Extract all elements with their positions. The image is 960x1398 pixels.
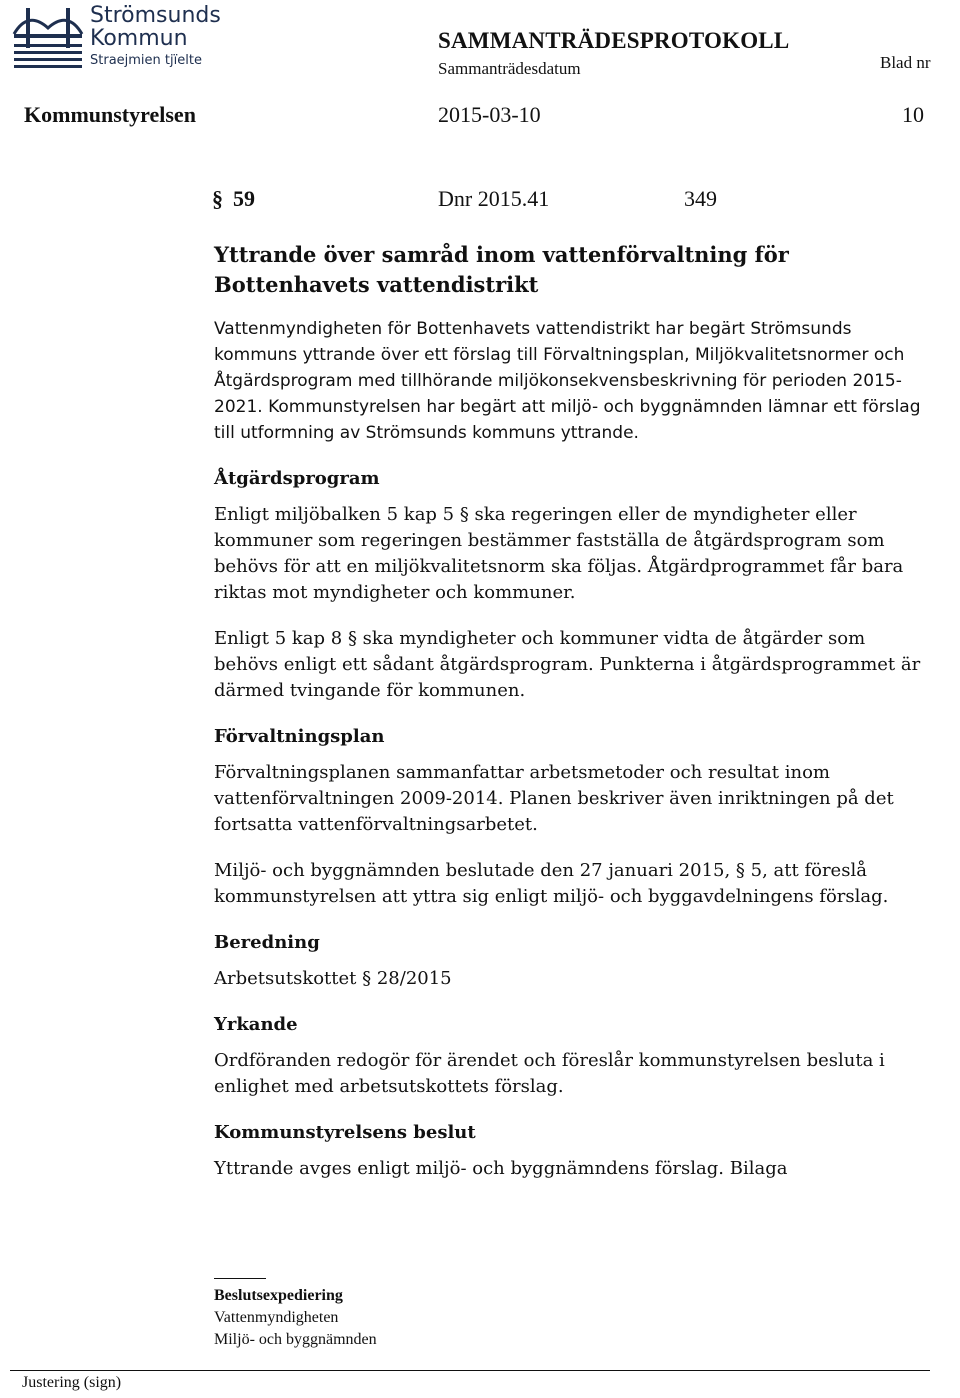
yrkande-paragraph: Ordföranden redogör för ärendet och föreslår kommunstyrelsen besluta i enlighet med arbetsutskottets förslag. (214, 1050, 885, 1097)
heading-atgardsprogram: Åtgärdsprogram (214, 468, 380, 489)
heading-beslut: Kommunstyrelsens beslut (214, 1122, 476, 1143)
distribution-recipient: Vattenmyndigheten (214, 1309, 339, 1326)
meeting-date-label: Sammanträdesdatum (438, 59, 581, 78)
forv-paragraph-1: Förvaltningsplanen sammanfattar arbetsmetoder och resultat inom vattenförvaltningen 2009-2014. Planen beskriver även inriktningen på det fortsatta vattenförvaltningsarbetet. (214, 762, 894, 835)
page-label: Blad nr (880, 53, 931, 72)
heading-forvaltningsplan: Förvaltningsplan (214, 726, 385, 747)
municipality-logo (12, 4, 232, 74)
registration-number: Dnr 2015.41 (438, 186, 550, 211)
minutes-body (214, 240, 926, 1202)
bridge-emblem-icon (12, 4, 84, 70)
logo-line-3: Straejmien tjïelte (90, 53, 202, 68)
section-number: 59 (233, 186, 255, 211)
atgard-paragraph-1: Enligt miljöbalken 5 kap 5 § ska regeringen eller de myndigheter eller kommuner som regeringen bestämmer fastställa de åtgärdsprogram som behövs för att en miljökvalitetsnorm ska följas. Åtgärdprogrammet får bara riktas mot myndigheter och kommuner. (214, 504, 904, 603)
document-title: SAMMANTRÄDESPROTOKOLL (438, 28, 790, 53)
meeting-date: 2015-03-10 (438, 102, 541, 127)
intro-paragraph: Vattenmyndigheten för Bottenhavets vattendistrikt har begärt Strömsunds kommuns yttrande över ett förslag till Förvaltningsplan, Miljökvalitetsnormer och Åtgärdsprogram med tillhörande miljökonsekvensbeskrivning för perioden 2015-2021. Kommunstyrelsen har begärt att miljö- och byggnämnden lämnar ett förslag till utformning av Strömsunds kommuns yttrande. (214, 319, 921, 443)
distribution-list (214, 1278, 377, 1351)
distribution-title: Beslutsexpediering (214, 1287, 343, 1304)
logo-wordmark (90, 4, 240, 70)
logo-line-2: Kommun (90, 26, 188, 51)
organization-name: Kommunstyrelsen (24, 102, 196, 127)
distribution-recipient: Miljö- och byggnämnden (214, 1331, 377, 1348)
logo-line-1: Strömsunds (90, 3, 221, 28)
footer-divider (10, 1370, 930, 1371)
distribution-divider (214, 1278, 266, 1279)
beredning-paragraph: Arbetsutskottet § 28/2015 (214, 968, 452, 989)
page-number: 10 (902, 102, 924, 127)
case-heading (212, 186, 717, 212)
atgard-paragraph-2: Enligt 5 kap 8 § ska myndigheter och kommuner vidta de åtgärder som behövs enligt ett sådant åtgärdsprogram. Punkterna i åtgärdsprogrammet är därmed tvingande för kommunen. (214, 628, 921, 701)
section-symbol: § (212, 186, 223, 211)
heading-yrkande: Yrkande (214, 1014, 298, 1035)
document-number: 349 (684, 186, 717, 211)
heading-beredning: Beredning (214, 932, 320, 953)
signature-label: Justering (sign) (22, 1374, 122, 1391)
beslut-paragraph: Yttrande avges enligt miljö- och byggnämndens förslag. Bilaga (214, 1158, 788, 1179)
case-title: Yttrande över samråd inom vattenförvaltning för Bottenhavets vattendistrikt (214, 242, 789, 297)
forv-paragraph-2: Miljö- och byggnämnden beslutade den 27 januari 2015, § 5, att föreslå kommunstyrelsen att yttra sig enligt miljö- och byggavdelningens förslag. (214, 860, 889, 907)
